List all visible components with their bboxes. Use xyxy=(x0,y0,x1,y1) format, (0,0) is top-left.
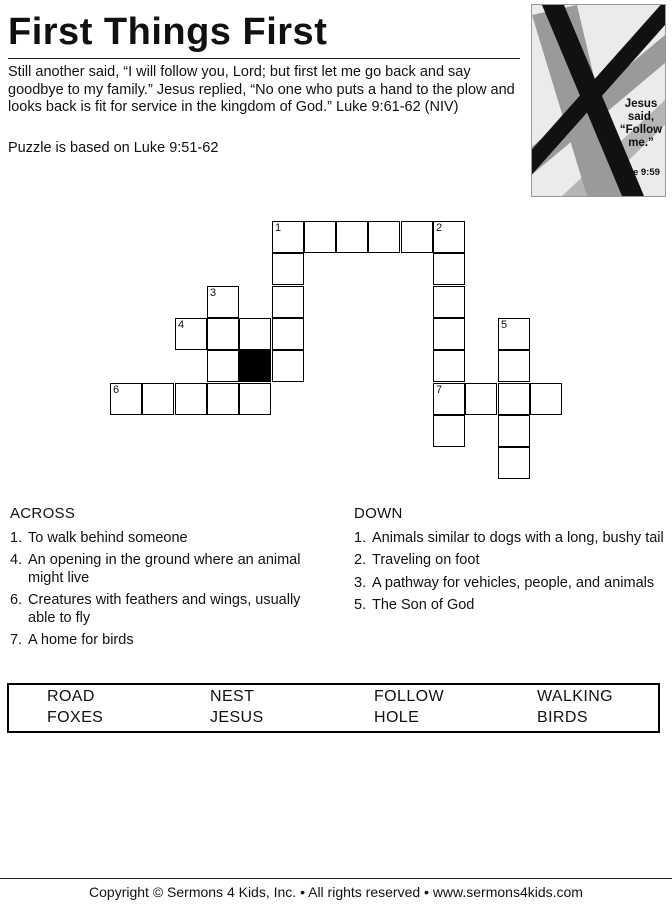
clue-text: The Son of God xyxy=(372,597,475,613)
crossword-cell[interactable] xyxy=(272,253,304,285)
crossword-cell[interactable] xyxy=(433,221,465,253)
crossword-cell[interactable] xyxy=(433,253,465,285)
clue-item xyxy=(10,632,330,650)
crossword-clue-number: 7 xyxy=(436,384,443,396)
page-title: First Things First xyxy=(8,11,328,53)
down-heading: DOWN xyxy=(354,505,403,522)
crossword-cell[interactable] xyxy=(239,318,271,350)
word-bank-item: JESUS xyxy=(210,709,264,726)
crossword-clue-number: 3 xyxy=(210,287,217,299)
word-bank-item: WALKING xyxy=(537,688,613,705)
clue-text: To walk behind someone xyxy=(28,529,188,546)
crossword-cell[interactable] xyxy=(110,383,142,415)
clue-number: 6. xyxy=(10,592,23,608)
clue-item xyxy=(354,597,664,615)
crossword-cell[interactable] xyxy=(401,221,433,253)
clue-text: A home for birds xyxy=(28,632,134,648)
crossword-cell[interactable] xyxy=(272,286,304,318)
poster-quote-line: said, xyxy=(627,111,655,123)
crossword-cell[interactable] xyxy=(207,318,239,350)
footer-divider xyxy=(0,878,672,879)
crossword-cell[interactable] xyxy=(465,383,497,415)
word-bank-item: FOLLOW xyxy=(374,688,444,705)
word-bank-item: NEST xyxy=(210,688,255,705)
crossword-cell[interactable] xyxy=(433,383,465,415)
crossword-clue-number: 6 xyxy=(113,384,120,396)
crossword-cell[interactable] xyxy=(272,221,304,253)
clue-number: 1. xyxy=(354,529,367,546)
clue-number: 1. xyxy=(10,529,23,546)
crossword-cell[interactable] xyxy=(433,350,465,382)
word-bank-item: ROAD xyxy=(47,688,95,705)
clue-text: Animals similar to dogs with a long, bushy tail xyxy=(372,529,664,546)
crossword-cell[interactable] xyxy=(498,447,530,479)
poster-quote xyxy=(610,98,666,150)
crossword-cell[interactable] xyxy=(498,415,530,447)
poster-reference: Luke 9:59 xyxy=(616,167,660,178)
crossword-cell[interactable] xyxy=(433,415,465,447)
crossword-cell[interactable] xyxy=(272,318,304,350)
crossword-cell[interactable] xyxy=(272,350,304,382)
crossword-clue-number: 4 xyxy=(178,319,185,331)
clue-number: 2. xyxy=(354,552,367,568)
crossword-cell[interactable] xyxy=(175,318,207,350)
crossword-cell[interactable] xyxy=(368,221,400,253)
clue-number: 3. xyxy=(354,574,367,591)
clue-item xyxy=(10,592,330,627)
crossword-cell[interactable] xyxy=(207,383,239,415)
word-bank xyxy=(7,683,660,733)
clue-text: Traveling on foot xyxy=(372,552,480,568)
clue-number: 7. xyxy=(10,632,23,648)
poster-quote-line: Jesus xyxy=(624,98,658,110)
crossword-cell[interactable] xyxy=(207,286,239,318)
crossword-cell[interactable] xyxy=(433,286,465,318)
word-bank-item: BIRDS xyxy=(537,709,588,726)
crossword-cell[interactable] xyxy=(530,383,562,415)
clue-item xyxy=(354,575,664,593)
crossword-black-cell xyxy=(239,350,271,382)
crossword-clue-number: 1 xyxy=(275,222,282,234)
word-bank-item: HOLE xyxy=(374,709,420,726)
across-clues xyxy=(10,505,330,655)
clue-item xyxy=(354,552,664,570)
copyright-footer: Copyright © Sermons 4 Kids, Inc. • All rights reserved • www.sermons4kids.com xyxy=(89,884,583,900)
poster-quote-line: me.” xyxy=(628,137,654,149)
clue-text: Creatures with feathers and wings, usually able to fly xyxy=(28,592,301,626)
crossword-cell[interactable] xyxy=(336,221,368,253)
clue-number: 5. xyxy=(354,597,367,613)
follow-me-poster-image xyxy=(531,4,666,197)
crossword-clue-number: 5 xyxy=(501,319,508,331)
clue-item xyxy=(10,530,330,548)
poster-quote-line: “Follow xyxy=(619,124,663,136)
crossword-cell[interactable] xyxy=(498,350,530,382)
crossword-cell[interactable] xyxy=(498,383,530,415)
scripture-passage: Still another said, “I will follow you, Lord; but first let me go back and say goodbye to my family.” Jesus replied, “No one who puts a hand to the plow and looks back is fit for service in the kingdom of God.” Luke 9:61-62 (NIV) xyxy=(8,64,515,115)
clue-text: A pathway for vehicles, people, and animals xyxy=(372,574,655,591)
title-divider xyxy=(8,58,520,59)
clue-item xyxy=(10,552,330,587)
crossword-clue-number: 2 xyxy=(436,222,443,234)
crossword-cell[interactable] xyxy=(433,318,465,350)
clue-number: 4. xyxy=(10,552,23,568)
down-clues xyxy=(354,505,664,620)
crossword-cell[interactable] xyxy=(304,221,336,253)
crossword-cell[interactable] xyxy=(207,350,239,382)
clue-item xyxy=(354,530,664,548)
clue-text: An opening in the ground where an animal might live xyxy=(28,552,301,586)
crossword-cell[interactable] xyxy=(498,318,530,350)
puzzle-source-note: Puzzle is based on Luke 9:51-62 xyxy=(8,140,219,156)
crossword-cell[interactable] xyxy=(142,383,174,415)
crossword-cell[interactable] xyxy=(175,383,207,415)
across-heading: ACROSS xyxy=(10,505,76,522)
crossword-cell[interactable] xyxy=(239,383,271,415)
word-bank-item: FOXES xyxy=(47,709,104,726)
